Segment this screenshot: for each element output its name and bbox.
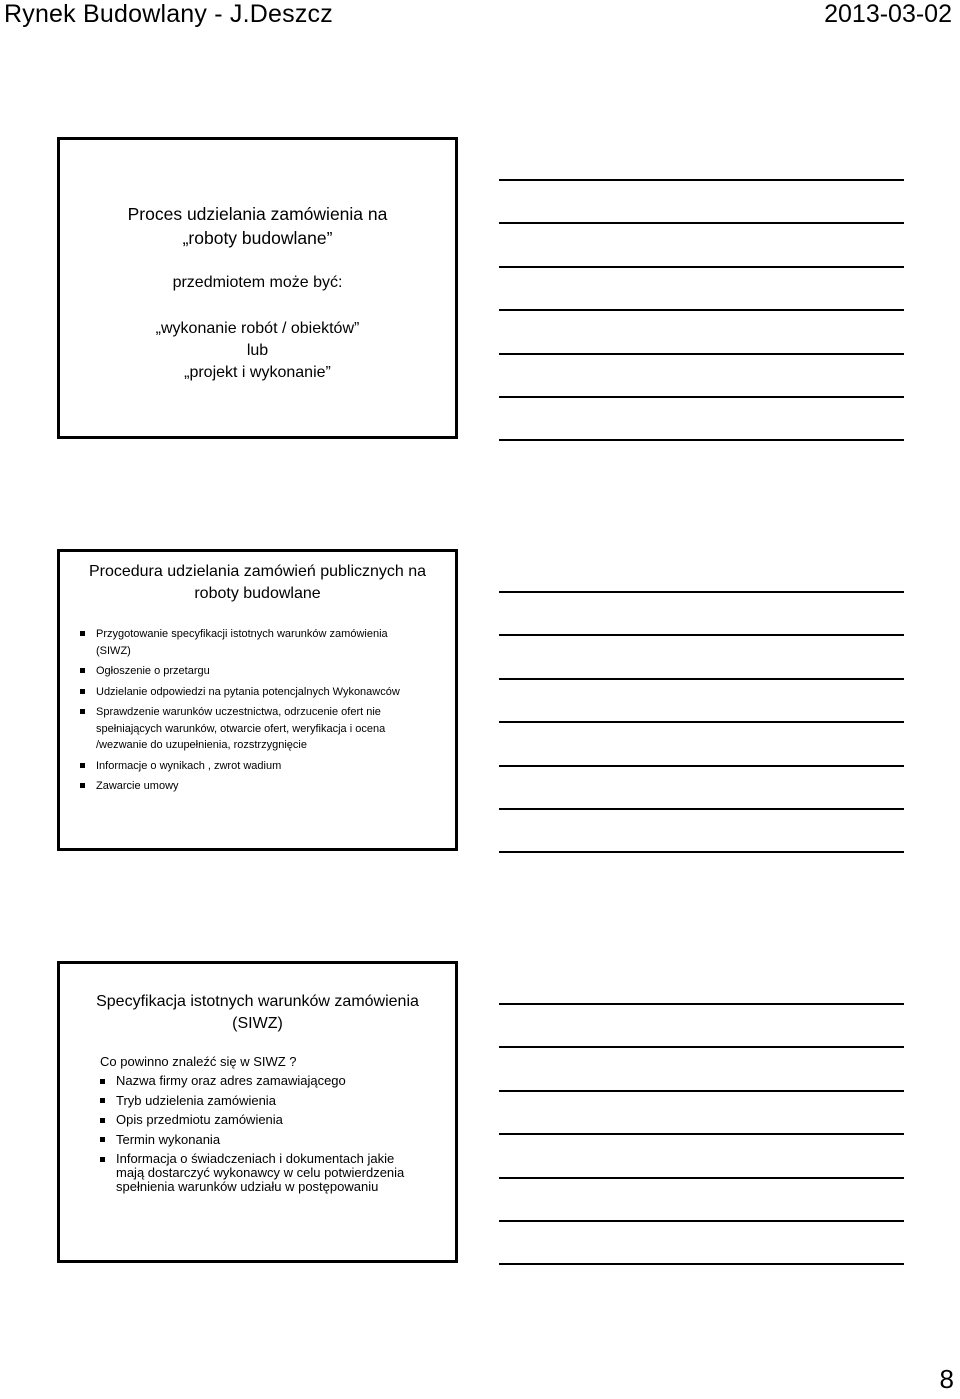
note-line — [499, 1003, 904, 1005]
note-line — [499, 634, 904, 636]
square-bullet-icon — [100, 1157, 105, 1162]
slide-1-body-line-1: „wykonanie robót / obiektów” — [155, 320, 360, 337]
square-bullet-icon — [80, 631, 85, 636]
list-item-text: Informacje o wynikach , zwrot wadium — [96, 759, 282, 772]
list-item-text: Tryb udzielenia zamówienia — [116, 1092, 276, 1108]
square-bullet-icon — [100, 1098, 105, 1103]
slide-3-title — [60, 991, 455, 1035]
square-bullet-icon — [80, 668, 85, 673]
note-line — [499, 851, 904, 853]
list-item — [80, 684, 405, 701]
square-bullet-icon — [80, 783, 85, 788]
note-line — [499, 1177, 904, 1179]
list-item — [80, 704, 405, 754]
note-line — [499, 591, 904, 593]
list-item — [80, 663, 405, 680]
document-title: Rynek Budowlany - J.Deszcz — [4, 0, 333, 28]
slide-3-intro: Co powinno znaleźć się w SIWZ ? — [100, 1054, 297, 1069]
list-item-text: Udzielanie odpowiedzi na pytania potencjalnych Wykonawców — [96, 685, 400, 698]
list-item — [100, 1094, 415, 1108]
list-item-text: Informacja o świadczeniach i dokumentach jakie mają dostarczyć wykonawcy w celu potwierdzenia spełnienia warunków udziału w postępowaniu — [116, 1151, 405, 1194]
list-item-text: Opis przedmiotu zamówienia — [116, 1112, 283, 1127]
note-line — [499, 1090, 904, 1092]
slide-1-title — [60, 202, 455, 250]
notes-lines-3 — [499, 1003, 904, 1307]
slide-1-body-line-2: lub — [246, 342, 269, 359]
note-line — [499, 396, 904, 398]
notes-lines-1 — [499, 179, 904, 483]
slide-2 — [57, 549, 458, 851]
list-item — [100, 1133, 415, 1147]
slide-3 — [57, 961, 458, 1263]
list-item — [80, 626, 405, 659]
note-line — [499, 1133, 904, 1135]
square-bullet-icon — [80, 709, 85, 714]
square-bullet-icon — [100, 1137, 105, 1142]
list-item — [100, 1074, 415, 1088]
list-item — [100, 1113, 415, 1127]
slide-3-list — [100, 1074, 415, 1200]
note-line — [499, 721, 904, 723]
document-date: 2013-03-02 — [824, 0, 952, 28]
note-line — [499, 179, 904, 181]
slide-3-title-line-2: (SIWZ) — [232, 1015, 283, 1032]
slide-1-title-line-2: „roboty budowlane” — [182, 228, 333, 248]
note-line — [499, 222, 904, 224]
list-item — [80, 778, 405, 795]
notes-lines-2 — [499, 591, 904, 895]
list-item — [80, 758, 405, 775]
note-line — [499, 808, 904, 810]
slide-2-title-line-1: Procedura udzielania zamówień publicznych na — [88, 563, 427, 580]
list-item-text: Sprawdzenie warunków uczestnictwa, odrzucenie ofert nie spełniających warunków, otwarcie ofert, weryfikacja i ocena /wezwanie do uzupełnienia, rozstrzygnięcie — [96, 706, 386, 751]
list-item — [100, 1152, 415, 1194]
note-line — [499, 678, 904, 680]
list-item-text: Przygotowanie specyfikacji istotnych warunków zamówienia (SIWZ) — [96, 628, 388, 657]
slide-1 — [57, 137, 458, 439]
page-number: 8 — [939, 1364, 954, 1394]
square-bullet-icon — [100, 1118, 105, 1123]
note-line — [499, 1046, 904, 1048]
slide-1-subtitle: przedmiotem może być: — [172, 274, 343, 291]
slide-2-title — [60, 561, 455, 605]
list-item-text: Termin wykonania — [116, 1131, 221, 1147]
slide-1-title-line-1: Proces udzielania zamówienia na — [127, 204, 388, 224]
slide-1-body — [60, 318, 455, 384]
note-line — [499, 353, 904, 355]
note-line — [499, 1263, 904, 1265]
slide-3-title-line-1: Specyfikacja istotnych warunków zamówienia — [96, 993, 419, 1010]
slide-2-list — [80, 626, 405, 799]
square-bullet-icon — [100, 1079, 105, 1084]
square-bullet-icon — [80, 689, 85, 694]
note-line — [499, 1220, 904, 1222]
list-item-text: Nazwa firmy oraz adres zamawiającego — [116, 1073, 346, 1088]
square-bullet-icon — [80, 763, 85, 768]
note-line — [499, 309, 904, 311]
note-line — [499, 765, 904, 767]
note-line — [499, 266, 904, 268]
slide-2-title-line-2: roboty budowlane — [194, 585, 321, 602]
list-item-text: Ogłoszenie o przetargu — [96, 665, 210, 677]
list-item-text: Zawarcie umowy — [96, 780, 179, 792]
slide-1-body-line-3: „projekt i wykonanie” — [184, 364, 331, 381]
note-line — [499, 439, 904, 441]
